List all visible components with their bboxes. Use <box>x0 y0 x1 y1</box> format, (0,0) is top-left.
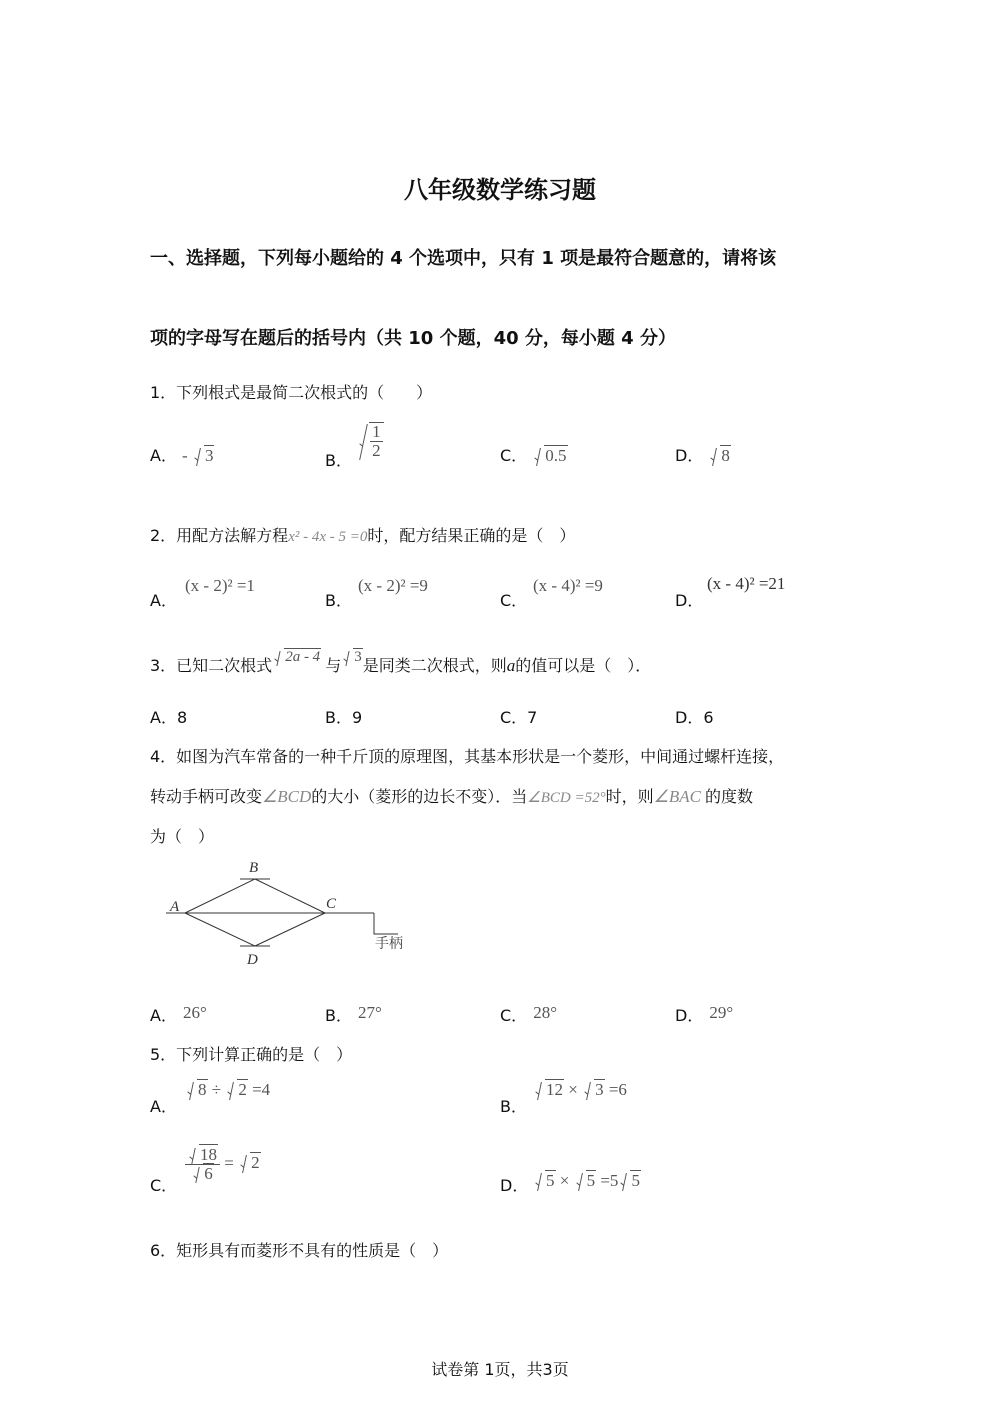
rhombus-jack-figure <box>160 855 420 970</box>
q5-option-c-math <box>185 1146 261 1183</box>
q4-line2 <box>150 784 753 807</box>
page-footer: 试卷第 1页，共3页 <box>431 1360 569 1379</box>
q4-line2-mid2: 时，则 <box>605 787 654 806</box>
q5-option-b-math <box>533 1080 627 1100</box>
q1-b-radical <box>359 422 384 460</box>
q1-c-radicand: 0.5 <box>545 446 567 465</box>
q5-c-denominator: 6 <box>204 1164 213 1183</box>
q4-line2-mid: 的大小（菱形的边长不变）．当 <box>311 787 528 806</box>
q5-a-operator: ÷ <box>211 1080 222 1099</box>
q1-b-denominator: 2 <box>372 441 381 460</box>
q1-a-radicand: 3 <box>204 446 214 465</box>
figure-side-bc <box>255 879 325 913</box>
q5-d-result: =5 <box>600 1171 619 1190</box>
q5-option-b-label: B． <box>500 1097 527 1116</box>
q4-option-a <box>150 1003 207 1026</box>
q4-angle-bcd: ∠BCD <box>262 787 312 806</box>
q4-option-d-value: 29° <box>709 1003 734 1022</box>
q5-d-radicand-1: 5 <box>546 1171 555 1190</box>
q2-option-d <box>675 588 703 611</box>
figure-label-handle: 手柄 <box>375 936 403 952</box>
q5-c-numerator-radical <box>189 1146 218 1164</box>
q5-option-d-math <box>533 1171 641 1191</box>
q2-option-a <box>150 588 177 611</box>
q1-b-numerator: 1 <box>372 422 381 441</box>
q1-option-b <box>325 422 384 470</box>
q3-mid-text: 与 <box>325 656 342 675</box>
q5-a-radical-1 <box>187 1080 208 1100</box>
figure-side-ad <box>185 913 255 946</box>
q5-c-equals: = <box>224 1153 234 1173</box>
q5-stem: 5．下列计算正确的是（ ） <box>150 1045 353 1064</box>
q5-d-radicand-3: 5 <box>631 1171 640 1190</box>
q3-stem <box>150 649 652 676</box>
q5-b-radical-2 <box>584 1080 605 1100</box>
q1-option-c <box>500 443 568 466</box>
figure-label-d: D <box>247 952 258 968</box>
q4-option-b-value: 27° <box>357 1003 382 1022</box>
q1-option-c-label: C． <box>500 446 528 465</box>
q2-option-d-math: (x - 4)² =21 <box>707 574 786 593</box>
q3-option-a: A．8 <box>150 708 188 727</box>
q1-c-radical <box>534 446 567 466</box>
q4-angle-bac: ∠BAC <box>653 787 701 806</box>
q5-b-radical-1 <box>535 1080 564 1100</box>
q5-d-radicand-2: 5 <box>586 1171 596 1190</box>
section-heading-line1: 一、选择题，下列每小题给的 4 个选项中，只有 1 项是最符合题意的，请将该 <box>150 248 777 269</box>
q5-b-radicand-2: 3 <box>595 1080 604 1099</box>
q5-option-a-math <box>185 1080 270 1100</box>
section-heading-line2: 项的字母写在题后的括号内（共 10 个题，40 分，每小题 4 分） <box>150 328 676 349</box>
q4-angle-bcd-value: ∠BCD =52° <box>527 790 606 806</box>
q1-option-b-label: B． <box>325 450 352 470</box>
q5-d-radical-1 <box>535 1171 556 1191</box>
q1-option-a-label: A． <box>150 446 177 465</box>
q4-option-a-label: A． <box>150 1006 177 1025</box>
q3-radicand-2: 3 <box>354 649 362 665</box>
q2-equation: x² - 4x - 5 =0 <box>288 529 368 545</box>
q5-c-result-radicand: 2 <box>251 1153 260 1173</box>
q5-option-d-label: D． <box>500 1176 529 1195</box>
q4-option-c-value: 28° <box>533 1003 557 1022</box>
q2-option-a-label: A． <box>150 591 177 610</box>
q4-option-d <box>675 1003 733 1026</box>
page-title: 八年级数学练习题 <box>404 176 596 204</box>
q5-a-radicand-1: 8 <box>198 1080 207 1099</box>
q3-option-d: D．6 <box>675 708 714 727</box>
q1-d-radicand: 8 <box>721 446 730 465</box>
q2-option-c-math: (x - 4)² =9 <box>533 576 603 595</box>
q4-line1: 4．如图为汽车常备的一种千斤顶的原理图，其基本形状是一个菱形，中间通过螺杆连接， <box>150 747 785 766</box>
q1-stem: 1．下列根式是最简二次根式的（ ） <box>150 383 433 402</box>
q5-option-d <box>500 1173 528 1196</box>
q2-option-c <box>500 588 527 611</box>
q5-c-fraction <box>185 1146 220 1183</box>
q3-variable: a <box>506 656 516 675</box>
q3-radical-1 <box>274 649 321 666</box>
q4-option-c-label: C． <box>500 1006 528 1025</box>
q4-option-b-label: B． <box>325 1006 352 1025</box>
q1-a-sign: - <box>182 446 188 465</box>
figure-side-dc <box>255 913 325 946</box>
q2-option-b-math: (x - 2)² =9 <box>358 576 428 595</box>
q5-d-radical-2 <box>576 1171 597 1191</box>
q5-c-result-radical <box>240 1153 261 1173</box>
q4-option-b <box>325 1003 382 1026</box>
q4-option-d-label: D． <box>675 1006 704 1025</box>
q5-a-result: =4 <box>252 1080 271 1099</box>
q5-c-denominator-radical <box>193 1165 214 1183</box>
q5-option-b <box>500 1094 527 1117</box>
figure-label-c: C <box>326 896 337 912</box>
q5-a-radicand-2: 2 <box>238 1080 247 1099</box>
q5-d-operator: × <box>559 1171 570 1190</box>
q4-option-a-value: 26° <box>182 1003 207 1022</box>
q1-option-a-math <box>182 446 214 465</box>
q5-c-numerator: 18 <box>200 1145 217 1164</box>
q4-line2-post: 的度数 <box>704 787 753 806</box>
figure-side-ab <box>185 879 255 913</box>
q2-option-b-label: B． <box>325 591 352 610</box>
q5-d-radical-3 <box>620 1171 641 1191</box>
q2-option-b <box>325 588 352 611</box>
q6-stem: 6．矩形具有而菱形不具有的性质是（ ） <box>150 1241 449 1260</box>
q5-b-radicand-1: 12 <box>546 1080 563 1099</box>
q2-option-d-label: D． <box>675 591 704 610</box>
q5-option-c-label: C． <box>150 1176 178 1195</box>
q4-line2-pre: 转动手柄可改变 <box>150 787 263 806</box>
figure-handle <box>374 913 398 934</box>
q5-option-a-label: A． <box>150 1097 177 1116</box>
figure-label-b: B <box>249 860 259 876</box>
q5-a-radical-2 <box>227 1080 248 1100</box>
q2-option-c-label: C． <box>500 591 528 610</box>
figure-label-a: A <box>170 899 180 915</box>
q5-b-operator: × <box>568 1080 578 1099</box>
q1-option-d-label: D． <box>675 446 704 465</box>
q3-stem-pre: 3．已知二次根式 <box>150 656 273 675</box>
q1-a-radical <box>194 446 215 466</box>
q5-option-c <box>150 1173 177 1196</box>
q5-b-result: =6 <box>608 1080 627 1099</box>
q3-stem-post1: 是同类二次根式，则 <box>362 656 507 675</box>
q1-option-a <box>150 443 214 466</box>
q4-option-c <box>500 1003 557 1026</box>
q3-radicand-1: 2a - 4 <box>285 649 321 665</box>
q2-option-a-math: (x - 2)² =1 <box>185 576 255 595</box>
q2-stem-pre: 2．用配方法解方程 <box>150 526 289 545</box>
q1-option-d <box>675 443 731 466</box>
q3-stem-post2: 的值可以是（ ）． <box>515 656 652 675</box>
q3-option-b: B．9 <box>325 708 363 727</box>
q3-radical-2 <box>343 649 363 666</box>
q3-option-c: C．7 <box>500 708 538 727</box>
q2-stem <box>150 523 575 546</box>
q5-option-a <box>150 1094 177 1117</box>
q1-b-fraction <box>369 422 384 460</box>
q4-line3: 为（ ） <box>150 827 215 846</box>
q1-d-radical <box>710 446 731 466</box>
q2-stem-post: 时，配方结果正确的是（ ） <box>367 526 576 545</box>
